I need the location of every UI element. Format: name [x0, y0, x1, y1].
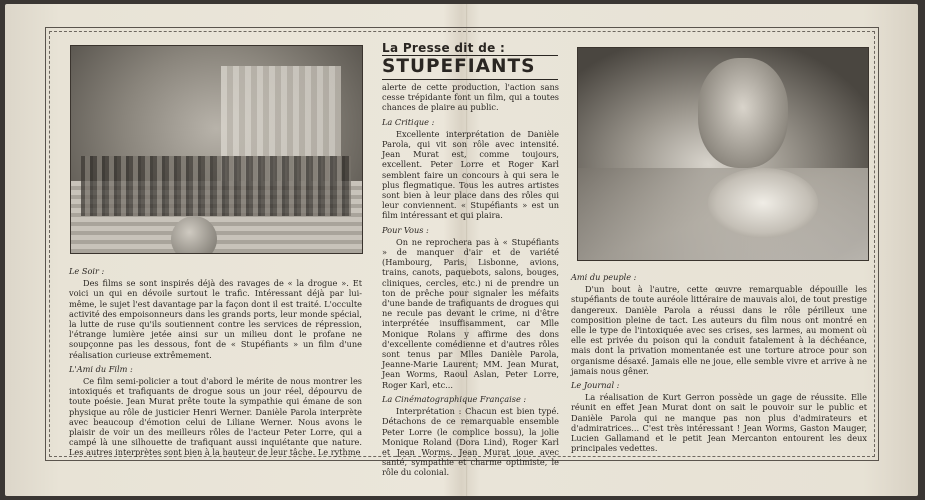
review-source: La Critique :	[382, 116, 435, 127]
stage-scene-photo	[70, 45, 363, 254]
woman-face-shape	[708, 168, 818, 238]
review-text: La réalisation de Kurt Gerron possède un gage de réussite. Elle réunit en effet Jean Murat dont on sait le pouvoir sur le public et Danièle Parola qui ne manque pas non plus d'admirateurs et d'admiratrices... C'est très intéressant ! Jean Worms, Gaston Mauger, Lucien Gallamand et le petit Jean Mercanton entourent les deux principales vedettes.	[571, 392, 867, 454]
review-text: Excellente interprétation de Danièle Parola, qui vit son rôle avec intensité. Jean Murat est, comme toujours, excellent. Peter Lorre et Roger Karl semblent faire un concours à qui sera le plus flegmatique. Tous les autres artistes sont bien à leur place dans des rôles qui leur conviennent. « Stupéfiants » est un film intéressant et qui plaira.	[382, 128, 559, 221]
actors-closeup-photo	[577, 47, 869, 261]
review-source: Pour Vous :	[382, 224, 429, 235]
review-text: On ne reprochera pas à « Stupéfiants » de manquer d'air et de variété (Hambourg, Paris, Lisbonne, avions, trains, canots, paquebots, salons, bouges, cliniques, cercles, etc.) ni de prendre un ton de prêche pour signaler les méfaits d'une bande de trafiquants de drogues qui ne recule pas devant le crime, ni d'être interprétée insuffisamment, car Mlle Monique Rolans y affirme des dons d'excellente comédienne et d'autres rôles sont tenus par Mlles Danièle Parola, Jeanne-Marie Laurent; MM. Jean Murat, Jean Worms, Raoul Aslan, Peter Lorre, Roger Karl, etc...	[382, 236, 559, 390]
press-heading: La Presse dit de :	[382, 41, 506, 55]
review-text: Ce film semi-policier a tout d'abord le mérite de nous montrer les intoxiqués et trafiquants de drogue sous un jour réel, dépourvu de toute poésie. Jean Murat prête toute la sympathie qui émane de son physique au rôle de justicier Henri Werner. Danièle Parola interprète avec beaucoup d'émotion celui de Liliane Werner. Nous avons le plaisir de voir un des meilleurs rôles de l'acteur Peter Lorre, qui a campé là une silhouette de trafiquant aussi inquiétante que nature. Les autres interprètes sont bien à la hauteur de leur tâche. Le rythme	[69, 376, 362, 458]
center-column	[382, 82, 559, 478]
heading-rule-bottom	[382, 79, 558, 80]
dancers-crowd-shape	[81, 156, 351, 216]
review-text: alerte de cette production, l'action sans cesse trépidante font un film, qui a toutes chances de plaire au public.	[382, 82, 559, 113]
review-source: Ami du peuple :	[571, 272, 637, 282]
right-column	[571, 268, 867, 453]
man-face-shape	[698, 58, 788, 168]
review-text: D'un bout à l'autre, cette œuvre remarquable dépouille les stupéfiants de toute auréole littéraire de mauvais aloi, de tout prestige dangereux. Danièle Parola a réussi dans le rôle périlleux une composition pleine de tact. Les auteurs du film nous ont montré en elle le type de l'intoxiquée avec ses crises, ses larmes, au moment où elle est privée du poison qui la conduit fatalement à la déchéance, mais dont la privation momentanée est une torture atroce pour son organisme désaxé. Jamais elle ne joue, elle semble vivre et arrive à ne jamais nous gêner.	[571, 284, 867, 376]
film-title: STUPEFIANTS	[382, 56, 536, 77]
review-source: La Cinématographique Française :	[382, 393, 527, 404]
review-text: Interprétation : Chacun est bien typé. Détachons de ce remarquable ensemble Peter Lorre (le complice bossu), la jolie Monique Roland (Dora Lind), Roger Karl et Jean Worms. Jean Murat joue avec santé, sympathie et charme optimiste, le rôle du colonial.	[382, 406, 559, 478]
globe-prop-shape	[171, 216, 217, 254]
left-column	[69, 262, 362, 458]
review-source: Le Soir :	[69, 266, 105, 276]
review-source: L'Ami du Film :	[69, 363, 133, 374]
review-text: Des films se sont inspirés déjà des ravages de « la drogue ». Et voici un qui en dévoile surtout le trafic. Intéressant déjà par lui-même, le sujet l'est davantage par la façon dont il est traité. L'occulte activité des empoisonneurs dans les grands ports, leur monde spécial, la lutte de ruse qu'ils soutiennent contre les services de répression, l'étrange lumière jetée ainsi sur un milieu dont le profane ne soupçonne pas les dessous, font de « Stupéfiants » un film d'une réalisation curieuse extrêmement.	[69, 278, 362, 360]
review-source: Le Journal :	[571, 380, 620, 391]
